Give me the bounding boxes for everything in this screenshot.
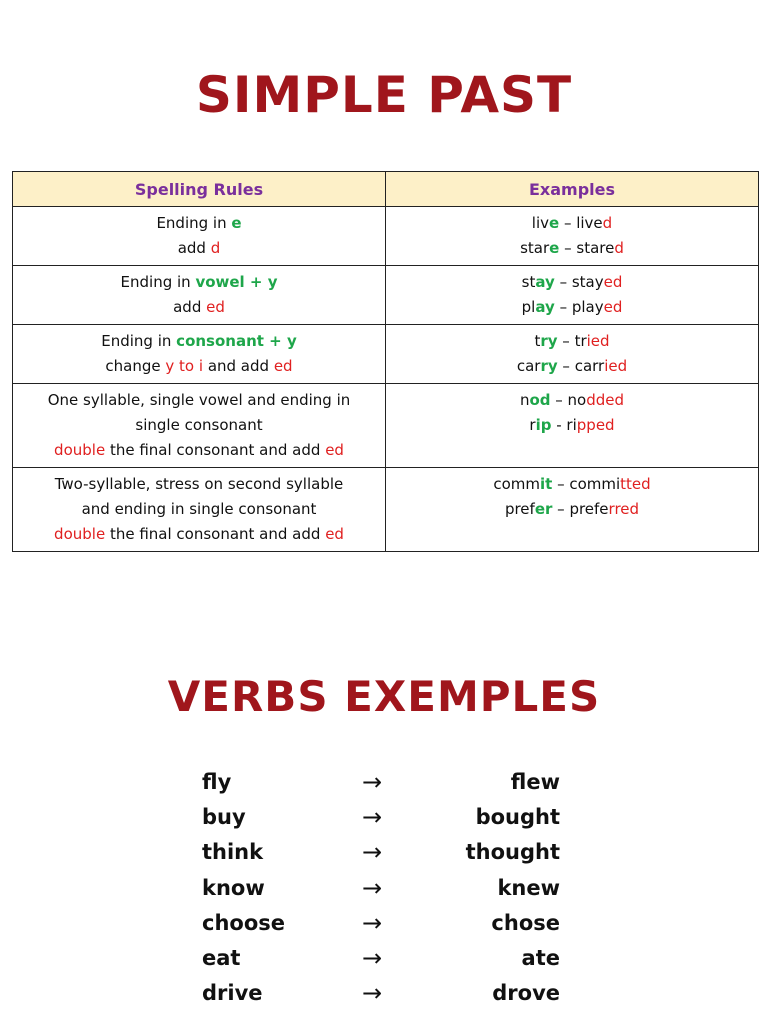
highlight-red: ed [206, 298, 225, 316]
text-segment: – no [550, 391, 587, 409]
table-row [13, 266, 759, 325]
verb-row [200, 840, 580, 875]
verb-row [200, 981, 580, 1016]
page-title: SIMPLE PAST [195, 66, 573, 124]
rule-line [19, 413, 379, 438]
text-segment: and ending in single consonant [81, 500, 317, 518]
text-segment: One syllable, single vowel and ending in [47, 391, 351, 409]
verb-past: chose [491, 910, 560, 935]
text-segment: – live [559, 214, 603, 232]
highlight-red: dded [586, 391, 625, 409]
arrow-icon: → [362, 908, 383, 937]
rule-line [19, 295, 379, 320]
text-segment: n [519, 391, 530, 409]
text-segment: pl [521, 298, 536, 316]
highlight-green: ay [535, 273, 555, 291]
rule-line [19, 329, 379, 354]
text-segment: add [177, 239, 211, 257]
examples-cell [386, 468, 759, 552]
arrow-icon: → [362, 873, 383, 902]
text-segment: – commi [552, 475, 621, 493]
highlight-red: ied [604, 357, 628, 375]
arrow-icon: → [362, 838, 383, 867]
rule-line [19, 388, 379, 413]
examples-cell [386, 266, 759, 325]
rule-cell [13, 266, 386, 325]
verb-row [200, 908, 580, 946]
example-line [392, 295, 752, 320]
text-segment: – play [554, 298, 604, 316]
table-body [13, 207, 759, 552]
text-segment: st [521, 273, 536, 291]
rule-cell [13, 384, 386, 468]
text-segment: the final consonant and add [105, 525, 326, 543]
verb-base: buy [202, 805, 246, 830]
arrow-icon: → [362, 803, 383, 832]
highlight-red: rred [608, 500, 640, 518]
text-segment: Two-syllable, stress on second syllable [54, 475, 344, 493]
verbs-list [200, 770, 580, 1016]
text-segment: and add [203, 357, 274, 375]
rule-cell [13, 325, 386, 384]
examples-cell [386, 325, 759, 384]
verb-row [200, 943, 580, 981]
example-line [392, 329, 752, 354]
highlight-red: ed [273, 357, 293, 375]
text-segment: – stay [554, 273, 604, 291]
highlight-red: d [210, 239, 221, 257]
verb-row [200, 770, 580, 805]
text-segment: star [520, 239, 550, 257]
example-line [392, 413, 752, 438]
examples-cell [386, 384, 759, 468]
text-segment: Ending in [101, 332, 177, 350]
text-segment: the final consonant and add [105, 441, 326, 459]
rule-cell [13, 468, 386, 552]
example-line [392, 497, 752, 522]
example-line [392, 236, 752, 261]
highlight-red: tted [620, 475, 651, 493]
text-segment: liv [531, 214, 549, 232]
verbs-title: VERBS EXEMPLES [167, 672, 601, 721]
verb-past: ate [521, 945, 560, 970]
highlight-red: ed [325, 441, 344, 459]
text-segment: change [105, 357, 166, 375]
highlight-green: ay [535, 298, 555, 316]
verb-row [200, 805, 580, 840]
highlight-green: e [549, 239, 560, 257]
arrow-icon: → [362, 943, 383, 972]
rule-line [19, 211, 379, 236]
highlight-green: er [534, 500, 553, 518]
highlight-red: d [614, 239, 624, 257]
table-header-row [13, 172, 759, 207]
highlight-red: pped [576, 416, 615, 434]
arrow-icon: → [362, 979, 383, 1008]
rule-line [19, 270, 379, 295]
verb-base: drive [202, 981, 263, 1006]
verb-base: fly [202, 770, 232, 794]
verb-past: thought [465, 840, 560, 865]
verb-base: know [202, 875, 265, 900]
highlight-red: double [54, 525, 106, 543]
text-segment: add [173, 298, 207, 316]
example-line [392, 354, 752, 379]
rule-line [19, 354, 379, 379]
highlight-green: vowel + y [195, 273, 278, 291]
header-spelling-rules: Spelling Rules [13, 172, 386, 207]
rule-line [19, 472, 379, 497]
highlight-green: e [549, 214, 560, 232]
text-segment: - ri [551, 416, 577, 434]
rule-line [19, 497, 379, 522]
text-segment: pref [504, 500, 535, 518]
table-row [13, 468, 759, 552]
highlight-green: ip [535, 416, 552, 434]
verb-base: think [202, 840, 264, 865]
highlight-red: ed [325, 525, 344, 543]
spelling-rules-table [12, 171, 759, 552]
text-segment: – carr [557, 357, 605, 375]
text-segment: single consonant [135, 416, 263, 434]
highlight-red: ied [586, 332, 610, 350]
example-line [392, 472, 752, 497]
text-segment: – prefe [552, 500, 609, 518]
verb-past: knew [497, 875, 560, 900]
text-segment: t [534, 332, 541, 350]
text-segment: car [516, 357, 541, 375]
highlight-red: y to i [165, 357, 204, 375]
rule-cell [13, 207, 386, 266]
verb-past: flew [510, 770, 560, 794]
text-segment: Ending in [120, 273, 196, 291]
arrow-icon: → [362, 768, 383, 796]
rule-line [19, 522, 379, 547]
rule-line [19, 236, 379, 261]
table-row [13, 384, 759, 468]
table-row [13, 325, 759, 384]
text-segment: Ending in [156, 214, 232, 232]
highlight-green: od [529, 391, 551, 409]
highlight-green: e [231, 214, 242, 232]
highlight-red: double [54, 441, 106, 459]
example-line [392, 388, 752, 413]
highlight-red: ed [603, 273, 623, 291]
verb-base: choose [202, 910, 285, 935]
highlight-green: ry [540, 357, 558, 375]
highlight-red: d [602, 214, 613, 232]
text-segment: – tr [557, 332, 587, 350]
header-examples: Examples [386, 172, 759, 207]
text-segment: comm [493, 475, 540, 493]
verb-past: drove [492, 981, 560, 1006]
example-line [392, 270, 752, 295]
table-row [13, 207, 759, 266]
text-segment: r [529, 416, 536, 434]
highlight-green: consonant + y [176, 332, 297, 350]
rule-line [19, 438, 379, 463]
example-line [392, 211, 752, 236]
text-segment: – stare [559, 239, 615, 257]
verb-row [200, 873, 580, 911]
verb-base: eat [202, 945, 241, 970]
highlight-green: it [539, 475, 553, 493]
highlight-green: ry [540, 332, 558, 350]
examples-cell [386, 207, 759, 266]
verb-past: bought [475, 805, 560, 830]
highlight-red: ed [603, 298, 623, 316]
